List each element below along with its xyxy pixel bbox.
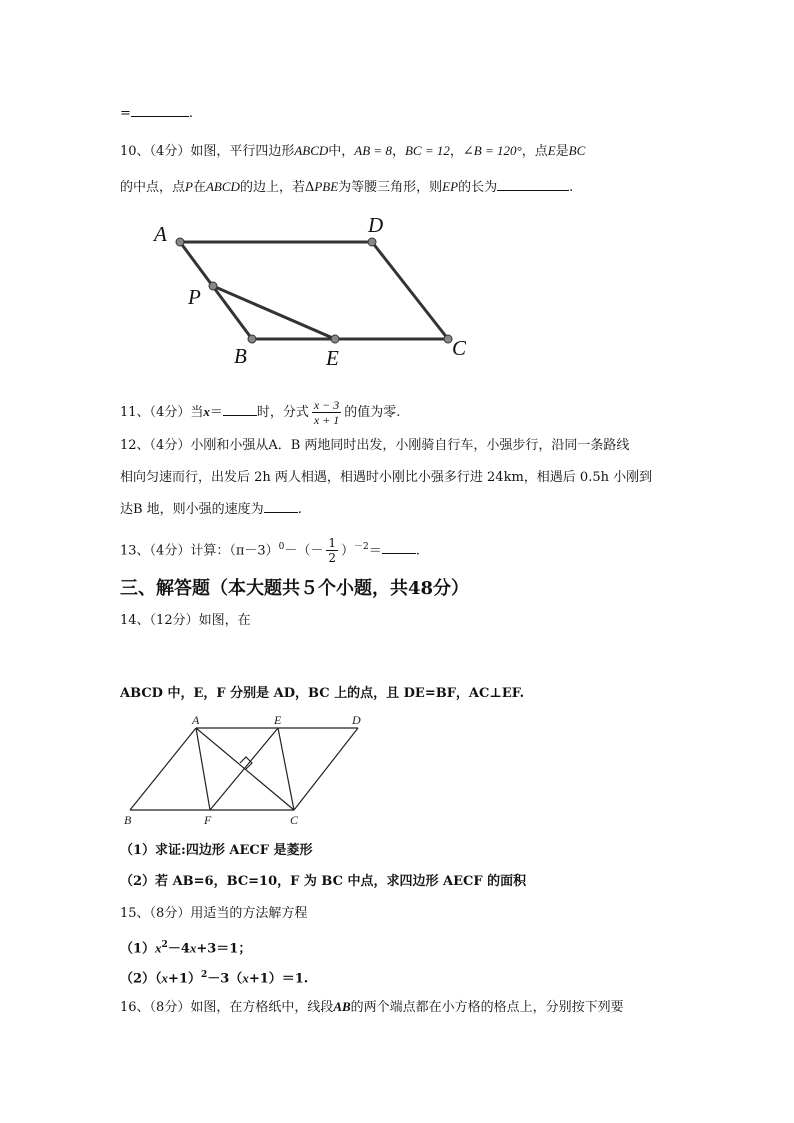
fraction-numerator: x − 3 — [313, 398, 340, 412]
q10-text: P — [185, 179, 193, 194]
q13-fraction — [326, 536, 338, 565]
point-b — [248, 335, 256, 343]
q11-text: 时，分式 — [256, 405, 309, 420]
label-d: D — [368, 213, 384, 237]
fraction-numerator: 1 — [328, 536, 337, 551]
label-c: C — [290, 813, 299, 827]
q13-line — [120, 530, 420, 564]
q10-text: 的边上，若Δ — [239, 180, 315, 195]
answer-blank — [223, 403, 257, 416]
segment-af — [196, 728, 210, 810]
q10-text: ABCD — [205, 179, 240, 194]
q10-text: BC = 12 — [404, 143, 450, 158]
q11-text: 11、（4分）当 — [120, 405, 204, 420]
q15-text: x — [189, 940, 197, 956]
q15-part2 — [120, 966, 308, 988]
point-a — [176, 238, 184, 246]
section-heading: 三、解答题（本大题共５个小题，共48分） — [120, 578, 470, 599]
label-c: C — [452, 336, 467, 360]
segment-ef — [210, 728, 278, 810]
q13-text: －（－ — [284, 543, 324, 559]
q12-line1 — [120, 437, 629, 455]
q10-text: ，点 — [521, 144, 548, 159]
q13-text: 13、（4分）计算：（π－3） — [120, 543, 279, 559]
q14-text: （2）若 AB=6，BC=10，F 为 BC 中点，求四边形 AECF 的面积 — [120, 874, 527, 889]
q15-text: x — [155, 940, 162, 956]
point-p — [209, 282, 217, 290]
q10-number: 10、（4分）如图，平行四边形 — [120, 144, 295, 159]
q14-text: ABCD 中，E，F 分别是 AD，BC 上的点，且 DE=BF，AC⊥EF. — [120, 686, 525, 701]
answer-blank — [131, 104, 189, 117]
q12-line3 — [120, 500, 302, 519]
q12-text: . — [297, 502, 302, 517]
top-prefix: = — [120, 106, 131, 121]
label-a: A — [192, 713, 200, 727]
q10-line1 — [120, 142, 585, 161]
q15-text: +1）＝1. — [248, 971, 309, 987]
fraction-denominator: x + 1 — [313, 413, 340, 427]
edge-dc — [372, 242, 448, 339]
q13-text: . — [415, 543, 420, 559]
segment-ec — [278, 728, 294, 810]
q15-text: 15、（8分）用适当的方法解方程 — [120, 906, 308, 921]
q15-text: x — [242, 970, 249, 986]
q10-line2 — [120, 178, 573, 197]
q15-text: x — [161, 970, 169, 986]
answer-blank — [264, 500, 298, 513]
q10-text: 为等腰三角形，则 — [338, 180, 443, 195]
q16-text: 的两个端点都在小方格的格点上，分别按下列要 — [350, 1000, 624, 1015]
q11-text: x — [203, 404, 210, 419]
q15-text: +3＝1； — [196, 941, 252, 957]
q12-text: 12、（4分）小刚和小强从A．B 两地同时出发，小刚骑自行车，小强步行，沿同一条路线 — [120, 438, 630, 453]
point-e — [331, 335, 339, 343]
edge-dc — [294, 728, 358, 810]
fraction-denominator: 2 — [328, 551, 337, 566]
q14-parallelogram-figure — [118, 712, 378, 832]
q10-text: EP — [442, 179, 459, 194]
q15-exponent: 2 — [201, 970, 208, 980]
edge-ab — [130, 728, 196, 810]
q16-line — [120, 998, 624, 1017]
q10-text: 的中点，点 — [120, 180, 186, 195]
q14-text: 14、（12分）如图，在 — [120, 613, 251, 628]
q13-text: ） — [341, 543, 355, 559]
q16-text: AB — [333, 999, 351, 1014]
q12-line2 — [120, 469, 652, 487]
q11-fraction — [312, 398, 341, 427]
diagonal-ac — [196, 728, 294, 810]
q10-text: 中， — [328, 144, 355, 159]
q15-text: （2）（ — [120, 971, 162, 987]
label-a: A — [154, 222, 167, 246]
q14-line2 — [120, 685, 524, 703]
q10-text: . — [569, 180, 574, 195]
q10-text: 是 — [555, 144, 569, 159]
q15-text: －4 — [167, 941, 190, 957]
point-d — [368, 238, 376, 246]
label-p: P — [188, 285, 201, 309]
label-f: F — [204, 813, 212, 827]
q13-exponent: －2 — [354, 542, 369, 552]
top-answer-line — [120, 104, 193, 123]
q12-text: 达B 地，则小强的速度为 — [120, 502, 264, 517]
answer-blank — [497, 178, 569, 191]
q15-exponent: 2 — [161, 940, 168, 950]
q10-text: BC — [568, 143, 586, 158]
q10-text: 在 — [192, 180, 206, 195]
q11-line — [120, 397, 400, 427]
q10-text: E — [547, 143, 556, 158]
q11-text: 的值为零. — [344, 405, 401, 420]
top-end: . — [188, 106, 194, 121]
q11-text: ＝ — [209, 405, 223, 420]
label-b: B — [234, 344, 247, 368]
q13-text: ＝ — [368, 543, 382, 559]
q14-part1 — [120, 842, 312, 860]
label-e: E — [274, 713, 282, 727]
q10-text: B = 120° — [473, 143, 522, 158]
q15-text: －3（ — [207, 971, 243, 987]
q10-text: PBE — [314, 179, 339, 194]
q14-text: （1）求证:四边形 AECF 是菱形 — [120, 843, 313, 858]
q15-line1 — [120, 905, 307, 923]
label-e: E — [326, 346, 339, 370]
q10-parallelogram-figure — [140, 210, 480, 375]
q10-text: ，∠ — [449, 144, 474, 159]
q10-text: AB = 8 — [354, 143, 392, 158]
q15-text: +1） — [168, 971, 201, 987]
label-b: B — [124, 813, 132, 827]
q13-exponent: 0 — [278, 542, 285, 552]
q10-text: ， — [391, 144, 405, 159]
q10-text: ABCD — [294, 143, 329, 158]
q10-text: 的长为 — [458, 180, 498, 195]
q14-line1 — [120, 612, 251, 630]
q15-part1 — [120, 936, 251, 958]
q14-part2 — [120, 873, 526, 891]
answer-blank — [382, 541, 416, 554]
q16-text: 16、（8分）如图，在方格纸中，线段 — [120, 1000, 334, 1015]
point-c — [444, 335, 452, 343]
q15-text: （1） — [120, 941, 156, 957]
label-d: D — [352, 713, 361, 727]
q12-text: 相向匀速而行，出发后 2h 两人相遇，相遇时小刚比小强多行进 24km，相遇后 0.5h 小刚到 — [120, 470, 653, 485]
